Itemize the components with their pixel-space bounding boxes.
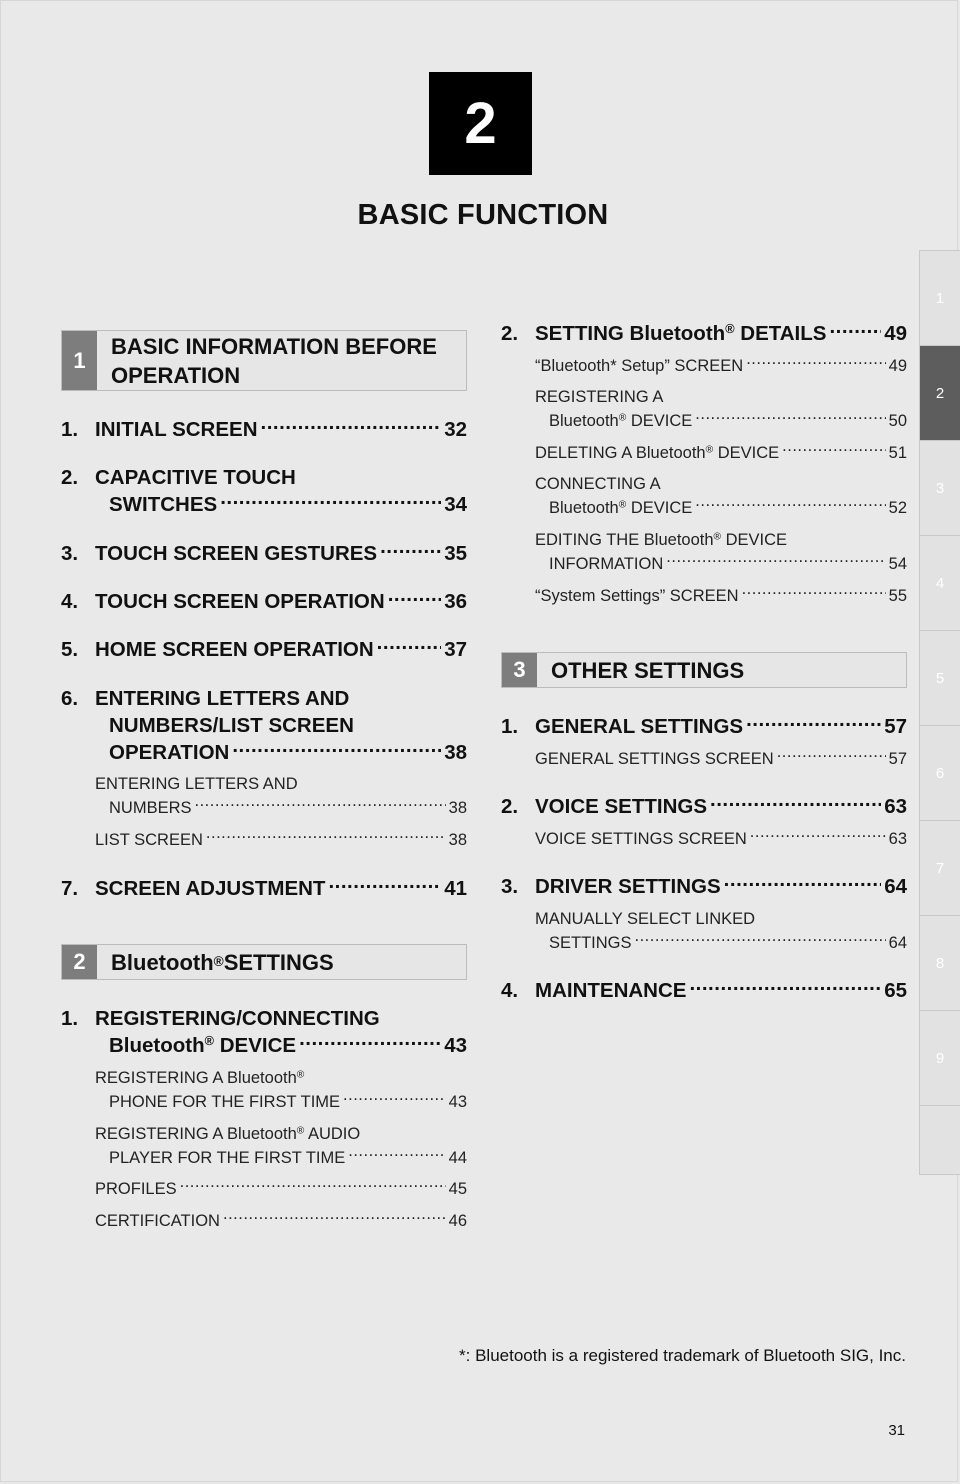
toc-entry-general-settings[interactable]: 1. GENERAL SETTINGS ..... 57	[501, 713, 907, 740]
side-tab-2[interactable]: 2	[919, 345, 960, 440]
toc-subentry-entering-letters-numbers[interactable]: ENTERING LETTERS AND NUMBERS ..... 38	[61, 772, 467, 820]
toc-subentry-registering-phone[interactable]: REGISTERING A Bluetooth® PHONE FOR THE FIRST TIME ..... 43	[61, 1066, 467, 1114]
toc-subentry-registering-device[interactable]: REGISTERING A Bluetooth® DEVICE ..... 50	[501, 385, 907, 433]
toc-subentry-connecting-device[interactable]: CONNECTING A Bluetooth® DEVICE ..... 52	[501, 472, 907, 520]
toc-entry-maintenance[interactable]: 4. MAINTENANCE ..... 65	[501, 977, 907, 1004]
section-header-1	[61, 330, 467, 391]
chapter-side-tabs	[919, 250, 960, 1175]
toc-subentry-profiles[interactable]: PROFILES ..... 45	[61, 1177, 467, 1201]
toc-entry-setting-bluetooth-details[interactable]: 2. SETTING Bluetooth® DETAILS ..... 49	[501, 320, 907, 347]
section-title: Bluetooth ® SETTINGS	[111, 949, 334, 975]
toc-entry-touch-screen-operation[interactable]: 4. TOUCH SCREEN OPERATION ..... 36	[61, 588, 467, 615]
toc-subentry-general-settings-screen[interactable]: GENERAL SETTINGS SCREEN ..... 57	[501, 747, 907, 771]
side-tab-4[interactable]: 4	[919, 535, 960, 630]
side-tab-8[interactable]: 8	[919, 915, 960, 1010]
section-title: OTHER SETTINGS	[551, 657, 745, 683]
toc-subentry-list-screen[interactable]: LIST SCREEN ..... 38	[61, 828, 467, 852]
side-tab-1[interactable]: 1	[919, 250, 960, 345]
chapter-number-box	[429, 72, 532, 175]
toc-entry-initial-screen[interactable]: 1. INITIAL SCREEN ..... 32	[61, 416, 467, 443]
side-tab-5[interactable]: 5	[919, 630, 960, 725]
chapter-title: BASIC FUNCTION	[357, 199, 609, 231]
side-tab-blank	[919, 1105, 960, 1175]
section-header-3	[501, 652, 907, 688]
toc-entry-driver-settings[interactable]: 3. DRIVER SETTINGS ..... 64	[501, 873, 907, 900]
toc-entry-entering-letters[interactable]: 6. ENTERING LETTERS AND NUMBERS/LIST SCREEN OPERATION ..... 38	[61, 685, 467, 766]
toc-subentry-system-settings-screen[interactable]: “System Settings” SCREEN ..... 55	[501, 584, 907, 608]
toc-entry-screen-adjustment[interactable]: 7. SCREEN ADJUSTMENT ..... 41	[61, 875, 467, 902]
toc-entry-voice-settings[interactable]: 2. VOICE SETTINGS ..... 63	[501, 793, 907, 820]
toc-subentry-editing-device-info[interactable]: EDITING THE Bluetooth® DEVICE INFORMATION ..... 54	[501, 528, 907, 576]
side-tab-6[interactable]: 6	[919, 725, 960, 820]
section-number: 1	[62, 331, 97, 390]
trademark-footnote: *: Bluetooth is a registered trademark of Bluetooth SIG, Inc.	[459, 1346, 906, 1365]
chapter-number: 2	[464, 91, 497, 156]
side-tab-3[interactable]: 3	[919, 440, 960, 535]
toc-subentry-bluetooth-setup-screen[interactable]: “Bluetooth* Setup” SCREEN ..... 49	[501, 354, 907, 378]
toc-entry-home-screen-operation[interactable]: 5. HOME SCREEN OPERATION ..... 37	[61, 636, 467, 663]
section-title: BASIC INFORMATION BEFORE OPERATION	[111, 333, 437, 388]
side-tab-9[interactable]: 9	[919, 1010, 960, 1105]
toc-subentry-manually-select-linked[interactable]: MANUALLY SELECT LINKED SETTINGS ..... 64	[501, 907, 907, 955]
toc-entry-capacitive-touch[interactable]: 2. CAPACITIVE TOUCH SWITCHES ..... 34	[61, 464, 467, 518]
side-tab-7[interactable]: 7	[919, 820, 960, 915]
toc-subentry-voice-settings-screen[interactable]: VOICE SETTINGS SCREEN ..... 63	[501, 827, 907, 851]
toc-subentry-certification[interactable]: CERTIFICATION ..... 46	[61, 1209, 467, 1233]
toc-subentry-registering-audio-player[interactable]: REGISTERING A Bluetooth® AUDIO PLAYER FOR THE FIRST TIME ..... 44	[61, 1122, 467, 1170]
page-number: 31	[888, 1422, 905, 1439]
toc-entry-registering-connecting[interactable]: 1. REGISTERING/CONNECTING Bluetooth® DEVICE ..... 43	[61, 1005, 467, 1059]
toc-entry-touch-screen-gestures[interactable]: 3. TOUCH SCREEN GESTURES ..... 35	[61, 540, 467, 567]
section-number: 2	[62, 945, 97, 979]
toc-subentry-deleting-device[interactable]: DELETING A Bluetooth® DEVICE ..... 51	[501, 441, 907, 465]
section-number: 3	[502, 653, 537, 687]
section-header-2	[61, 944, 467, 980]
